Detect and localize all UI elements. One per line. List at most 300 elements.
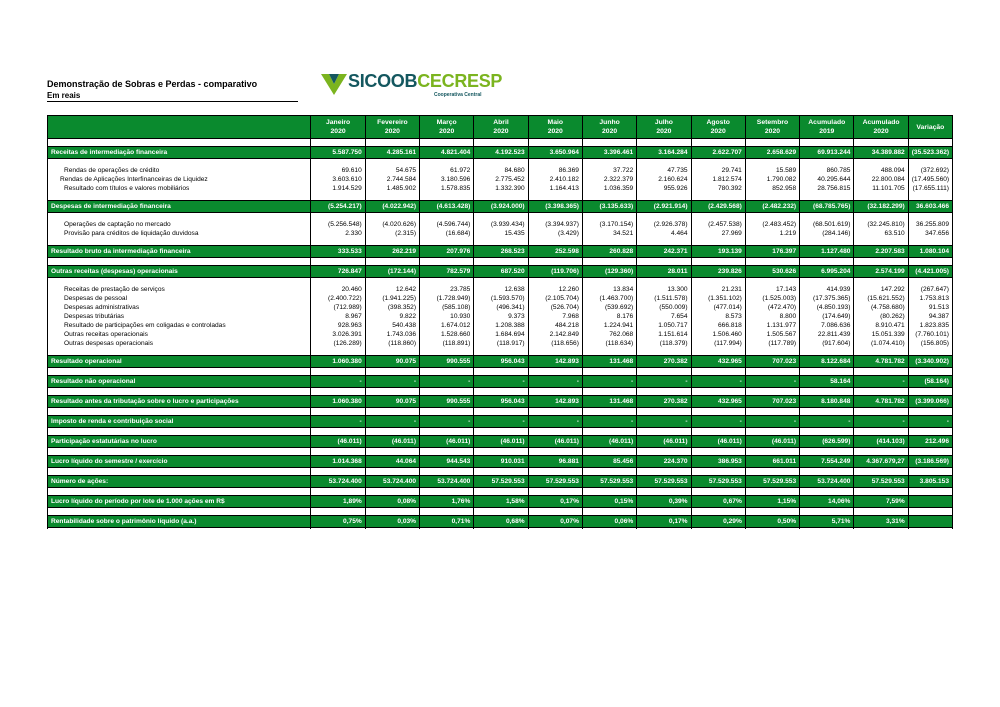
empty-cell	[528, 258, 582, 266]
empty-cell	[854, 428, 908, 436]
value-cell: 7.654	[637, 312, 691, 321]
value-cell: 1.164.413	[528, 184, 582, 193]
empty-cell	[582, 213, 636, 221]
empty-cell	[745, 408, 799, 416]
empty-cell	[908, 139, 952, 147]
row-label: Outras receitas operacionais	[48, 330, 311, 339]
value-cell: 84.680	[474, 166, 528, 175]
empty-cell	[48, 428, 311, 436]
empty-cell	[528, 368, 582, 376]
header-cell: Setembro 2020	[745, 116, 799, 139]
row-label: Lucro líquido do semestre / exercício	[48, 456, 311, 468]
spacer-row	[48, 238, 953, 246]
empty-cell	[800, 159, 854, 167]
value-cell: 0,17%	[528, 496, 582, 508]
value-cell: -	[745, 376, 799, 388]
value-cell: (46.011)	[637, 436, 691, 448]
empty-cell	[474, 238, 528, 246]
value-cell: (126.289)	[311, 339, 365, 348]
empty-cell	[582, 348, 636, 356]
empty-cell	[745, 428, 799, 436]
empty-cell	[311, 139, 365, 147]
empty-cell	[48, 193, 311, 201]
value-cell: -	[582, 416, 636, 428]
table-bottom-rule	[48, 528, 953, 530]
empty-cell	[311, 213, 365, 221]
value-cell: (46.011)	[311, 436, 365, 448]
section-total-row	[48, 436, 953, 448]
empty-cell	[365, 428, 419, 436]
empty-cell	[854, 348, 908, 356]
empty-cell	[420, 213, 474, 221]
empty-cell	[908, 408, 952, 416]
empty-cell	[365, 508, 419, 516]
value-cell: 34.521	[582, 229, 636, 238]
empty-cell	[908, 238, 952, 246]
value-cell: 3,31%	[854, 516, 908, 528]
value-cell: (626.599)	[800, 436, 854, 448]
empty-cell	[311, 508, 365, 516]
empty-cell	[311, 448, 365, 456]
empty-cell	[854, 388, 908, 396]
empty-cell	[365, 213, 419, 221]
empty-cell	[365, 468, 419, 476]
empty-cell	[365, 448, 419, 456]
value-cell: 142.893	[528, 356, 582, 368]
value-cell: 2.574.199	[854, 266, 908, 278]
value-cell: (550.009)	[637, 303, 691, 312]
empty-cell	[800, 408, 854, 416]
value-cell: 4.367.679,27	[854, 456, 908, 468]
value-cell: (477.014)	[691, 303, 745, 312]
value-cell: -	[854, 376, 908, 388]
value-cell: (118.656)	[528, 339, 582, 348]
value-cell: 4.464	[637, 229, 691, 238]
value-cell: 193.139	[691, 246, 745, 258]
value-cell: 4.285.161	[365, 147, 419, 159]
empty-cell	[800, 468, 854, 476]
value-cell: 20.460	[311, 285, 365, 294]
value-cell: (2.482.232)	[745, 201, 799, 213]
row-label: Outras despesas operacionais	[48, 339, 311, 348]
value-cell: 0,06%	[582, 516, 636, 528]
value-cell: 3.026.391	[311, 330, 365, 339]
empty-cell	[582, 428, 636, 436]
row-label: Número de ações:	[48, 476, 311, 488]
value-cell: (17.375.365)	[800, 294, 854, 303]
value-cell: (372.692)	[908, 166, 952, 175]
value-cell: (46.011)	[528, 436, 582, 448]
value-cell: -	[311, 376, 365, 388]
empty-cell	[420, 348, 474, 356]
value-cell: 1.060.380	[311, 396, 365, 408]
empty-cell	[854, 508, 908, 516]
section-total-row	[48, 396, 953, 408]
detail-row	[48, 285, 953, 294]
empty-cell	[800, 388, 854, 396]
value-cell: 9.822	[365, 312, 419, 321]
row-label: Despesas de pessoal	[48, 294, 311, 303]
empty-cell	[908, 348, 952, 356]
value-cell: (46.011)	[474, 436, 528, 448]
empty-cell	[48, 159, 311, 167]
value-cell: (118.379)	[637, 339, 691, 348]
detail-row	[48, 184, 953, 193]
value-cell: 34.389.882	[854, 147, 908, 159]
value-cell: 2.330	[311, 229, 365, 238]
empty-cell	[691, 258, 745, 266]
empty-cell	[420, 468, 474, 476]
value-cell: (3.170.154)	[582, 220, 636, 229]
value-cell: 1.151.614	[637, 330, 691, 339]
value-cell: 1.506.460	[691, 330, 745, 339]
value-cell: 86.369	[528, 166, 582, 175]
empty-cell	[582, 238, 636, 246]
header-cell-label	[48, 116, 311, 139]
value-cell: 0,75%	[311, 516, 365, 528]
value-cell: 707.023	[745, 356, 799, 368]
value-cell: 36.255.809	[908, 220, 952, 229]
value-cell: 239.826	[691, 266, 745, 278]
value-cell: 666.818	[691, 321, 745, 330]
value-cell: (58.164)	[908, 376, 952, 388]
value-cell: 2.142.849	[528, 330, 582, 339]
value-cell: 40.295.644	[800, 175, 854, 184]
value-cell: 131.468	[582, 396, 636, 408]
value-cell: 990.555	[420, 396, 474, 408]
empty-cell	[420, 159, 474, 167]
empty-cell	[311, 193, 365, 201]
empty-cell	[745, 238, 799, 246]
empty-cell	[311, 408, 365, 416]
value-cell: 540.438	[365, 321, 419, 330]
empty-cell	[528, 448, 582, 456]
empty-cell	[691, 139, 745, 147]
value-cell: 58.164	[800, 376, 854, 388]
row-label: Resultado operacional	[48, 356, 311, 368]
empty-cell	[365, 159, 419, 167]
value-cell: (118.860)	[365, 339, 419, 348]
empty-cell	[582, 388, 636, 396]
empty-cell	[365, 528, 419, 530]
spacer-row	[48, 388, 953, 396]
value-cell: 61.972	[420, 166, 474, 175]
row-label: Receitas de prestação de serviços	[48, 285, 311, 294]
row-label: Lucro líquido do período por lote de 1.000 ações em R$	[48, 496, 311, 508]
detail-row	[48, 321, 953, 330]
empty-cell	[854, 159, 908, 167]
row-label: Despesas de intermediação financeira	[48, 201, 311, 213]
value-cell: (2.483.452)	[745, 220, 799, 229]
value-cell: (3.394.937)	[528, 220, 582, 229]
empty-cell	[637, 368, 691, 376]
value-cell: 1.485.902	[365, 184, 419, 193]
value-cell	[908, 516, 952, 528]
row-label: Resultado bruto da intermediação financeira	[48, 246, 311, 258]
value-cell: (156.805)	[908, 339, 952, 348]
value-cell: 15.589	[745, 166, 799, 175]
value-cell: 414.939	[800, 285, 854, 294]
empty-cell	[800, 448, 854, 456]
section-total-row	[48, 147, 953, 159]
value-cell: 1.823.835	[908, 321, 952, 330]
row-label: Resultado antes da tributação sobre o lucro e participações	[48, 396, 311, 408]
empty-cell	[691, 368, 745, 376]
header-cell: Variação	[908, 116, 952, 139]
empty-cell	[528, 408, 582, 416]
value-cell: 90.075	[365, 356, 419, 368]
detail-row	[48, 294, 953, 303]
empty-cell	[637, 388, 691, 396]
table-header-row	[48, 116, 953, 139]
empty-cell	[637, 348, 691, 356]
value-cell: (4.020.626)	[365, 220, 419, 229]
value-cell: 0,67%	[691, 496, 745, 508]
value-cell: 488.094	[854, 166, 908, 175]
empty-cell	[528, 488, 582, 496]
empty-cell	[745, 348, 799, 356]
empty-cell	[474, 488, 528, 496]
value-cell: (46.011)	[365, 436, 419, 448]
value-cell: 13.834	[582, 285, 636, 294]
value-cell: 242.371	[637, 246, 691, 258]
empty-cell	[745, 508, 799, 516]
empty-cell	[854, 238, 908, 246]
value-cell: 53.724.400	[365, 476, 419, 488]
empty-cell	[854, 278, 908, 286]
empty-cell	[311, 388, 365, 396]
value-cell: 2.622.707	[691, 147, 745, 159]
header-cell: Julho 2020	[637, 116, 691, 139]
empty-cell	[637, 508, 691, 516]
value-cell: -	[474, 376, 528, 388]
value-cell: 7.086.636	[800, 321, 854, 330]
value-cell: (68.785.765)	[800, 201, 854, 213]
value-cell: (172.144)	[365, 266, 419, 278]
empty-cell	[474, 159, 528, 167]
value-cell: 1.050.717	[637, 321, 691, 330]
empty-cell	[474, 193, 528, 201]
value-cell: 0,17%	[637, 516, 691, 528]
value-cell: (4.850.193)	[800, 303, 854, 312]
empty-cell	[528, 278, 582, 286]
empty-cell	[365, 368, 419, 376]
value-cell: (4.758.680)	[854, 303, 908, 312]
empty-cell	[745, 258, 799, 266]
value-cell: (414.103)	[854, 436, 908, 448]
value-cell: -	[637, 416, 691, 428]
empty-cell	[474, 258, 528, 266]
empty-cell	[528, 139, 582, 147]
value-cell: (3.429)	[528, 229, 582, 238]
value-cell: 860.785	[800, 166, 854, 175]
value-cell: 990.555	[420, 356, 474, 368]
value-cell: 69.610	[311, 166, 365, 175]
empty-cell	[528, 428, 582, 436]
value-cell: 7.554.249	[800, 456, 854, 468]
empty-cell	[908, 428, 952, 436]
empty-cell	[800, 258, 854, 266]
empty-cell	[311, 278, 365, 286]
value-cell: 852.958	[745, 184, 799, 193]
value-cell: (3.340.902)	[908, 356, 952, 368]
empty-cell	[691, 468, 745, 476]
value-cell: (32.245.810)	[854, 220, 908, 229]
value-cell: -	[420, 376, 474, 388]
empty-cell	[474, 388, 528, 396]
section-total-row	[48, 476, 953, 488]
section-total-row	[48, 496, 953, 508]
value-cell: 3.805.153	[908, 476, 952, 488]
value-cell: (174.649)	[800, 312, 854, 321]
value-cell: 11.101.705	[854, 184, 908, 193]
empty-cell	[474, 468, 528, 476]
value-cell: (32.182.299)	[854, 201, 908, 213]
value-cell: 1.505.567	[745, 330, 799, 339]
empty-cell	[745, 278, 799, 286]
empty-cell	[691, 213, 745, 221]
empty-cell	[528, 193, 582, 201]
empty-cell	[48, 348, 311, 356]
empty-cell	[637, 238, 691, 246]
value-cell: 432.965	[691, 356, 745, 368]
empty-cell	[474, 528, 528, 530]
value-cell: -	[854, 416, 908, 428]
empty-cell	[474, 508, 528, 516]
empty-cell	[745, 139, 799, 147]
empty-cell	[582, 508, 636, 516]
empty-cell	[637, 468, 691, 476]
empty-cell	[637, 408, 691, 416]
empty-cell	[48, 488, 311, 496]
value-cell: 224.370	[637, 456, 691, 468]
empty-cell	[691, 528, 745, 530]
empty-cell	[474, 139, 528, 147]
empty-cell	[48, 388, 311, 396]
value-cell: (15.621.552)	[854, 294, 908, 303]
empty-cell	[420, 139, 474, 147]
logo-tagline: Cooperativa Central	[434, 92, 482, 98]
empty-cell	[908, 368, 952, 376]
detail-row	[48, 330, 953, 339]
value-cell: 2.410.182	[528, 175, 582, 184]
section-total-row	[48, 201, 953, 213]
value-cell: 347.656	[908, 229, 952, 238]
value-cell: 1.219	[745, 229, 799, 238]
empty-cell	[365, 348, 419, 356]
value-cell: 0,07%	[528, 516, 582, 528]
value-cell: 1.131.977	[745, 321, 799, 330]
empty-cell	[745, 528, 799, 530]
value-cell: 3.396.461	[582, 147, 636, 159]
value-cell: 69.913.244	[800, 147, 854, 159]
value-cell: 1.753.813	[908, 294, 952, 303]
row-label: Receitas de intermediação financeira	[48, 147, 311, 159]
empty-cell	[365, 139, 419, 147]
value-cell: (3.398.365)	[528, 201, 582, 213]
value-cell: (1.074.410)	[854, 339, 908, 348]
empty-cell	[474, 428, 528, 436]
value-cell: 1.080.104	[908, 246, 952, 258]
empty-cell	[854, 258, 908, 266]
value-cell: 57.529.553	[745, 476, 799, 488]
empty-cell	[420, 488, 474, 496]
value-cell: 91.513	[908, 303, 952, 312]
spacer-row	[48, 488, 953, 496]
value-cell: 4.781.782	[854, 396, 908, 408]
value-cell: (118.891)	[420, 339, 474, 348]
empty-cell	[48, 368, 311, 376]
value-cell: (117.994)	[691, 339, 745, 348]
empty-cell	[582, 139, 636, 147]
value-cell: 262.219	[365, 246, 419, 258]
spacer-row	[48, 213, 953, 221]
empty-cell	[582, 258, 636, 266]
value-cell	[908, 496, 952, 508]
value-cell: 94.387	[908, 312, 952, 321]
value-cell: (16.684)	[420, 229, 474, 238]
sicoob-logo	[320, 72, 510, 102]
header-cell: Junho 2020	[582, 116, 636, 139]
value-cell: 8.176	[582, 312, 636, 321]
value-cell: 23.785	[420, 285, 474, 294]
spacer-row	[48, 139, 953, 147]
value-cell: (46.011)	[691, 436, 745, 448]
empty-cell	[691, 508, 745, 516]
value-cell: (4.022.942)	[365, 201, 419, 213]
empty-cell	[854, 528, 908, 530]
header-cell: Março 2020	[420, 116, 474, 139]
detail-row	[48, 229, 953, 238]
empty-cell	[311, 468, 365, 476]
detail-row	[48, 312, 953, 321]
empty-cell	[420, 278, 474, 286]
empty-cell	[420, 508, 474, 516]
empty-cell	[420, 448, 474, 456]
empty-cell	[854, 468, 908, 476]
empty-cell	[474, 348, 528, 356]
value-cell: -	[420, 416, 474, 428]
value-cell: (3.939.434)	[474, 220, 528, 229]
value-cell: 268.523	[474, 246, 528, 258]
value-cell: 707.023	[745, 396, 799, 408]
sicoob-logo-icon	[320, 72, 348, 96]
value-cell: 1.127.480	[800, 246, 854, 258]
empty-cell	[637, 139, 691, 147]
empty-cell	[311, 348, 365, 356]
value-cell: 762.068	[582, 330, 636, 339]
value-cell: 0,08%	[365, 496, 419, 508]
value-cell: 1.914.529	[311, 184, 365, 193]
value-cell: (1.941.225)	[365, 294, 419, 303]
value-cell: 1,76%	[420, 496, 474, 508]
value-cell: 956.043	[474, 396, 528, 408]
value-cell: 386.953	[691, 456, 745, 468]
empty-cell	[637, 428, 691, 436]
empty-cell	[854, 213, 908, 221]
value-cell: 780.392	[691, 184, 745, 193]
value-cell: 12.642	[365, 285, 419, 294]
section-total-row	[48, 456, 953, 468]
empty-cell	[420, 528, 474, 530]
value-cell: -	[800, 416, 854, 428]
value-cell: 57.529.553	[854, 476, 908, 488]
value-cell: 0,71%	[420, 516, 474, 528]
value-cell: 212.496	[908, 436, 952, 448]
value-cell: 17.143	[745, 285, 799, 294]
value-cell: 36.603.466	[908, 201, 952, 213]
value-cell: 12.260	[528, 285, 582, 294]
